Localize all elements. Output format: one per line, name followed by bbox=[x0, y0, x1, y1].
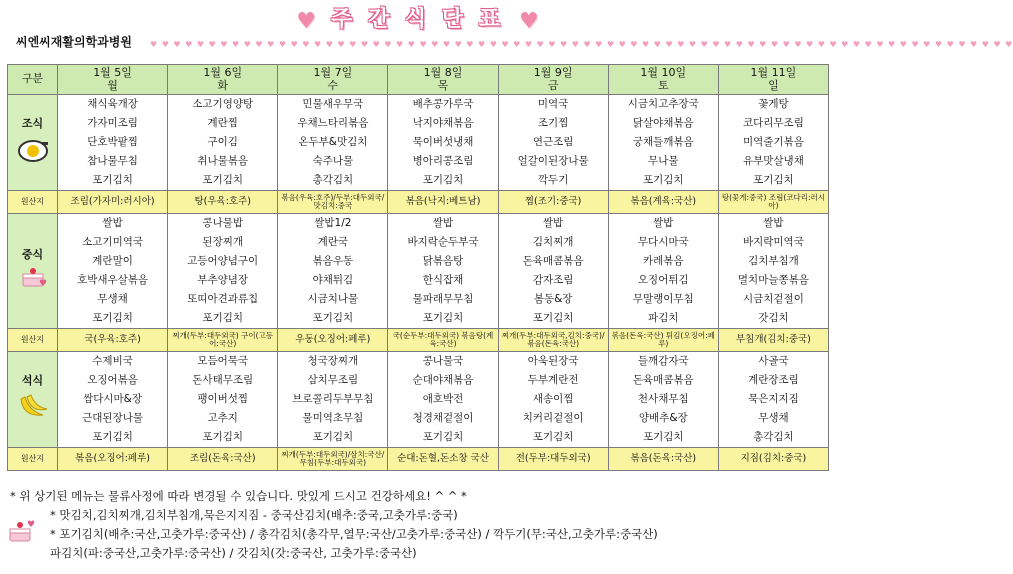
day-header bbox=[718, 65, 828, 95]
menu-item: 조기찜 bbox=[537, 117, 569, 129]
menu-cell bbox=[388, 214, 498, 329]
origin-cell: 볶음(오징어:페루) bbox=[58, 448, 168, 471]
note-kimchi-origin: 파김치(파:중국산,고춧가루:중국산) / 갓김치(갓:중국산, 고춧가루:중국산) bbox=[50, 546, 417, 560]
day-date: 1월 5일 bbox=[93, 65, 132, 79]
origin-cell: 찌개(두부:대두외국)/삼치:국산/무침(두부:대두외국) bbox=[278, 448, 388, 471]
menu-item: 무생채 bbox=[758, 412, 789, 424]
heart-divider: ♥ ♥ ♥ ♥ ♥ ♥ ♥ ♥ ♥ ♥ ♥ ♥ ♥ ♥ ♥ ♥ ♥ ♥ ♥ ♥ ♥ ♥ ♥ ♥ ♥ ♥ ♥ ♥ ♥ ♥ ♥ ♥ ♥ ♥ ♥ ♥ ♥ ♥ ♥ ♥ ♥ ♥ ♥ ♥ ♥ ♥ ♥ ♥ ♥ ♥ ♥ ♥ ♥ ♥ ♥ ♥ ♥ ♥ ♥ ♥ ♥ ♥ ♥ ♥ ♥ ♥ ♥ ♥ ♥ ♥ ♥ ♥ ♥ ♥ bbox=[150, 40, 1013, 49]
menu-cell bbox=[608, 95, 718, 191]
menu-item: 포기김치 bbox=[753, 174, 794, 186]
menu-item: 고추지 bbox=[207, 412, 238, 424]
day-date: 1월 8일 bbox=[423, 65, 463, 79]
menu-item: 구이김 bbox=[207, 136, 238, 148]
menu-cell bbox=[388, 95, 498, 191]
menu-cell bbox=[168, 214, 278, 329]
menu-item: 야채튀김 bbox=[312, 274, 354, 286]
origin-cell: 지짐(김치:중국) bbox=[718, 448, 828, 471]
menu-item: 무나물 bbox=[648, 155, 679, 167]
menu-cell bbox=[718, 214, 828, 329]
menu-item: 닭살야채볶음 bbox=[632, 117, 694, 129]
heart-icon: ♥ bbox=[519, 9, 539, 34]
menu-item: 얼갈이된장나물 bbox=[517, 155, 589, 167]
menu-cell bbox=[58, 352, 168, 448]
menu-cell bbox=[58, 95, 168, 191]
origin-cell: 전(두부:대두외국) bbox=[498, 448, 608, 471]
menu-item: 숙주나물 bbox=[312, 155, 354, 167]
menu-item: 계란말이 bbox=[92, 255, 133, 267]
day-date: 1월 9일 bbox=[533, 65, 573, 79]
menu-item: 포기김치 bbox=[312, 431, 354, 443]
menu-cell bbox=[388, 352, 498, 448]
day-header bbox=[388, 65, 498, 95]
menu-item: 포기김치 bbox=[422, 174, 464, 186]
menu-item: 쌀밥1/2 bbox=[314, 217, 352, 229]
origin-cell: 찌개(두부:대두외국) 구이(고등어:국산) bbox=[168, 329, 278, 352]
menu-cell bbox=[498, 214, 608, 329]
menu-cell bbox=[278, 352, 388, 448]
day-date: 1월 10일 bbox=[640, 65, 687, 79]
menu-item: 낙지야채볶음 bbox=[412, 117, 474, 129]
menu-item: 묵이버섯냉채 bbox=[412, 136, 474, 148]
menu-item: 물미역초무침 bbox=[302, 412, 364, 424]
cake-icon bbox=[8, 264, 57, 293]
menu-item: 봄동&장 bbox=[533, 293, 573, 305]
menu-item: 쌈다시마&장 bbox=[83, 393, 143, 405]
header-corner: 구분 bbox=[8, 65, 58, 95]
menu-item: 포기김치 bbox=[532, 312, 574, 324]
origin-cell: 탕(우육:호주) bbox=[168, 191, 278, 214]
menu-item: 시금치고추장국 bbox=[627, 98, 699, 110]
origin-cell: 찌개(두부:대두외국,김치:중국)/볶음(돈육:국산) bbox=[498, 329, 608, 352]
note-change-notice: * 위 상기된 메뉴는 물류사정에 따라 변경될 수 있습니다. 맛있게 드시고 건강하세요! ^ ^ * bbox=[10, 489, 467, 503]
menu-item: 쌀밥 bbox=[432, 217, 454, 229]
origin-cell: 부침개(김치:중국) bbox=[718, 329, 828, 352]
menu-item: 깍두기 bbox=[537, 174, 569, 186]
menu-item: 카레볶음 bbox=[642, 255, 684, 267]
menu-item: 소고기미역국 bbox=[82, 236, 143, 248]
menu-item: 애호박전 bbox=[422, 393, 464, 405]
menu-item: 갓김치 bbox=[758, 312, 789, 324]
page-title: 주 간 식 단 표 bbox=[331, 7, 504, 32]
meal-label-cell bbox=[8, 95, 58, 191]
origin-cell: 조림(돈육:국산) bbox=[168, 448, 278, 471]
title-bar bbox=[0, 0, 835, 34]
menu-cell bbox=[58, 214, 168, 329]
menu-item: 콩나물밥 bbox=[202, 217, 243, 229]
menu-item: 시금치나물 bbox=[307, 293, 359, 305]
origin-label: 원산지 bbox=[8, 329, 58, 352]
origin-row bbox=[8, 191, 829, 214]
menu-item: 오징어튀김 bbox=[637, 274, 689, 286]
origin-cell: 국(우육:호주) bbox=[58, 329, 168, 352]
menu-item: 청경채겉절이 bbox=[412, 412, 474, 424]
menu-item: 사골국 bbox=[758, 355, 789, 367]
menu-cell bbox=[718, 95, 828, 191]
weekly-menu-table bbox=[7, 64, 829, 471]
menu-item: 포기김치 bbox=[532, 431, 574, 443]
menu-item: 계란찜 bbox=[207, 117, 238, 129]
origin-cell: 볶음(돈육:국산) bbox=[608, 448, 718, 471]
menu-item: 무말랭이무침 bbox=[632, 293, 694, 305]
menu-item: 오징어볶음 bbox=[87, 374, 138, 386]
origin-cell: 탕(꽃게:중국) 조림(코다리:러시아) bbox=[718, 191, 828, 214]
origin-cell: 국(순두부:대두외국) 볶음탕(계육:국산) bbox=[388, 329, 498, 352]
meal-row bbox=[8, 95, 829, 191]
meal-label-cell bbox=[8, 214, 58, 329]
day-weekday: 수 bbox=[327, 78, 339, 92]
menu-cell bbox=[498, 352, 608, 448]
menu-item: 소고기영양탕 bbox=[192, 98, 254, 110]
menu-item: 감자조림 bbox=[532, 274, 574, 286]
day-header bbox=[168, 65, 278, 95]
day-weekday: 월 bbox=[107, 78, 118, 92]
origin-cell: 볶음(계육:국산) bbox=[608, 191, 718, 214]
menu-item: 김치찌개 bbox=[532, 236, 574, 248]
menu-item: 유부맛살냉채 bbox=[742, 155, 804, 167]
origin-cell: 순대:돈혈,돈소창 국산 bbox=[388, 448, 498, 471]
menu-item: 파김치 bbox=[648, 312, 679, 324]
menu-item: 포기김치 bbox=[422, 312, 464, 324]
day-weekday: 금 bbox=[547, 78, 559, 92]
origin-label: 원산지 bbox=[8, 191, 58, 214]
menu-item: 볶음우동 bbox=[312, 255, 354, 267]
menu-item: 모듬어묵국 bbox=[197, 355, 249, 367]
menu-item: 총각김치 bbox=[753, 431, 794, 443]
origin-label: 원산지 bbox=[8, 448, 58, 471]
meal-label: 중식 bbox=[21, 247, 44, 261]
day-date: 1월 11일 bbox=[750, 65, 797, 79]
header-row bbox=[8, 65, 829, 95]
menu-cell bbox=[278, 214, 388, 329]
menu-item: 천사채무침 bbox=[637, 393, 689, 405]
menu-cell bbox=[498, 95, 608, 191]
menu-item: 물파래무무침 bbox=[412, 293, 474, 305]
menu-item: 계란국 bbox=[317, 236, 349, 248]
day-date: 1월 7일 bbox=[313, 65, 353, 79]
menu-item: 무생채 bbox=[97, 293, 128, 305]
menu-item: 아욱된장국 bbox=[527, 355, 579, 367]
menu-item: 채식육개장 bbox=[87, 98, 138, 110]
menu-item: 치커리겉절이 bbox=[522, 412, 584, 424]
origin-cell: 조림(가자미:러시아) bbox=[58, 191, 168, 214]
menu-item: 쌀밥 bbox=[653, 217, 674, 229]
menu-item: 무다시마국 bbox=[637, 236, 689, 248]
menu-cell bbox=[278, 95, 388, 191]
menu-item: 돈사태무조림 bbox=[192, 374, 254, 386]
menu-item: 콩나물국 bbox=[422, 355, 464, 367]
origin-row bbox=[8, 448, 829, 471]
cake-icon bbox=[5, 517, 35, 545]
menu-item: 계란장조림 bbox=[748, 374, 799, 386]
menu-item: 코다리무조림 bbox=[742, 117, 804, 129]
menu-item: 배추콩가루국 bbox=[412, 98, 474, 110]
menu-item: 미역줄기볶음 bbox=[742, 136, 804, 148]
menu-item: 포기김치 bbox=[202, 312, 243, 324]
menu-item: 민물새우무국 bbox=[302, 98, 364, 110]
menu-cell bbox=[718, 352, 828, 448]
menu-item: 수제비국 bbox=[92, 355, 133, 367]
meal-row bbox=[8, 352, 829, 448]
menu-item: 쌀밥 bbox=[542, 217, 564, 229]
menu-item: 포기김치 bbox=[92, 431, 133, 443]
menu-item: 또띠아견과류칩 bbox=[187, 293, 259, 305]
day-weekday: 화 bbox=[217, 78, 229, 92]
menu-item: 호박새우살볶음 bbox=[77, 274, 149, 286]
menu-item: 꽃게탕 bbox=[758, 98, 789, 110]
origin-row bbox=[8, 329, 829, 352]
svg-text:♥: ♥ bbox=[38, 279, 47, 290]
menu-item: 바지락미역국 bbox=[742, 236, 804, 248]
menu-item: 시금치겉절이 bbox=[742, 293, 804, 305]
menu-item: 병아리콩조림 bbox=[412, 155, 474, 167]
menu-item: 연근조림 bbox=[532, 136, 574, 148]
menu-item: 한식잡채 bbox=[422, 274, 464, 286]
meal-label: 조식 bbox=[21, 117, 44, 131]
hospital-name: 씨엔씨재활의학과병원 bbox=[16, 35, 132, 49]
menu-item: 바지락순두부국 bbox=[407, 236, 479, 248]
origin-cell: 찜(조기:중국) bbox=[498, 191, 608, 214]
menu-item: 총각김치 bbox=[312, 174, 354, 186]
menu-item: 고등어양념구이 bbox=[187, 255, 259, 267]
menu-item: 들깨감자국 bbox=[637, 355, 689, 367]
menu-cell bbox=[608, 214, 718, 329]
menu-item: 삼치무조림 bbox=[307, 374, 359, 386]
svg-text:♥: ♥ bbox=[27, 520, 36, 530]
menu-item: 가자미조림 bbox=[87, 117, 138, 129]
menu-item: 포기김치 bbox=[92, 174, 133, 186]
menu-item: 김치부침개 bbox=[748, 255, 799, 267]
menu-cell bbox=[168, 95, 278, 191]
origin-cell: 볶음(우육:호주)/두부:대두외국/맛김치:중국 bbox=[278, 191, 388, 214]
day-weekday: 목 bbox=[437, 78, 449, 92]
banana-icon bbox=[8, 391, 57, 424]
menu-item: 단호박팥찜 bbox=[87, 136, 138, 148]
day-weekday: 일 bbox=[768, 78, 779, 92]
menu-item: 취나물볶음 bbox=[197, 155, 249, 167]
menu-item: 쌀밥 bbox=[102, 217, 123, 229]
day-date: 1월 6일 bbox=[203, 65, 243, 79]
menu-item: 돈육매콤볶음 bbox=[522, 255, 584, 267]
menu-item: 온두부&맛김치 bbox=[298, 136, 368, 148]
menu-item: 새송이찜 bbox=[532, 393, 574, 405]
menu-item: 포기김치 bbox=[202, 174, 243, 186]
note-kimchi-origin: * 포기김치(배추:국산,고춧가루:중국산) / 총각김치(총각무,열무:국산/고춧가루:중국산) / 깍두기(무:국산,고춧가루:중국산) bbox=[50, 527, 658, 541]
fried-egg-icon bbox=[8, 134, 57, 167]
menu-item: 묵은지지짐 bbox=[748, 393, 799, 405]
menu-item: 순대야채볶음 bbox=[412, 374, 474, 386]
menu-item: 미역국 bbox=[537, 98, 569, 110]
menu-item: 우채느타리볶음 bbox=[297, 117, 369, 129]
menu-item: 두부계란전 bbox=[527, 374, 579, 386]
menu-cell bbox=[608, 352, 718, 448]
menu-item: 청국장찌개 bbox=[307, 355, 359, 367]
meal-label: 석식 bbox=[21, 374, 44, 388]
menu-item: 팽이버섯찜 bbox=[197, 393, 249, 405]
menu-item: 근대된장나물 bbox=[82, 412, 143, 424]
menu-item: 양배추&장 bbox=[638, 412, 688, 424]
day-header bbox=[608, 65, 718, 95]
menu-item: 포기김치 bbox=[312, 312, 354, 324]
origin-cell: 볶음(낙지:베트남) bbox=[388, 191, 498, 214]
day-weekday: 토 bbox=[657, 78, 669, 92]
note-kimchi-origin: * 맛김치,김치찌개,김치부침개,묵은지지짐 - 중국산김치(배추:중국,고춧가루:중국) bbox=[50, 508, 458, 522]
menu-item: 멸치마늘쫑볶음 bbox=[737, 274, 809, 286]
day-header bbox=[278, 65, 388, 95]
origin-cell: 우동(오징어:페루) bbox=[278, 329, 388, 352]
menu-item: 포기김치 bbox=[642, 431, 684, 443]
day-header bbox=[498, 65, 608, 95]
heart-icon: ♥ bbox=[296, 9, 316, 34]
menu-cell bbox=[168, 352, 278, 448]
menu-item: 닭볶음탕 bbox=[422, 255, 464, 267]
menu-item: 부추양념장 bbox=[197, 274, 249, 286]
menu-item: 참나물무침 bbox=[87, 155, 138, 167]
menu-item: 포기김치 bbox=[92, 312, 133, 324]
menu-item: 된장찌개 bbox=[202, 236, 243, 248]
notes bbox=[10, 487, 825, 563]
menu-item: 포기김치 bbox=[642, 174, 684, 186]
menu-item: 브로콜리두부무침 bbox=[292, 393, 374, 405]
origin-cell: 볶음(돈육:국산) 튀김(오징어:페루) bbox=[608, 329, 718, 352]
meal-label-cell bbox=[8, 352, 58, 448]
menu-item: 돈육매콤볶음 bbox=[632, 374, 694, 386]
menu-item: 쌀밥 bbox=[763, 217, 784, 229]
meal-row bbox=[8, 214, 829, 329]
menu-item: 포기김치 bbox=[202, 431, 243, 443]
day-header bbox=[58, 65, 168, 95]
menu-item: 포기김치 bbox=[422, 431, 464, 443]
menu-item: 궁채들깨볶음 bbox=[632, 136, 694, 148]
